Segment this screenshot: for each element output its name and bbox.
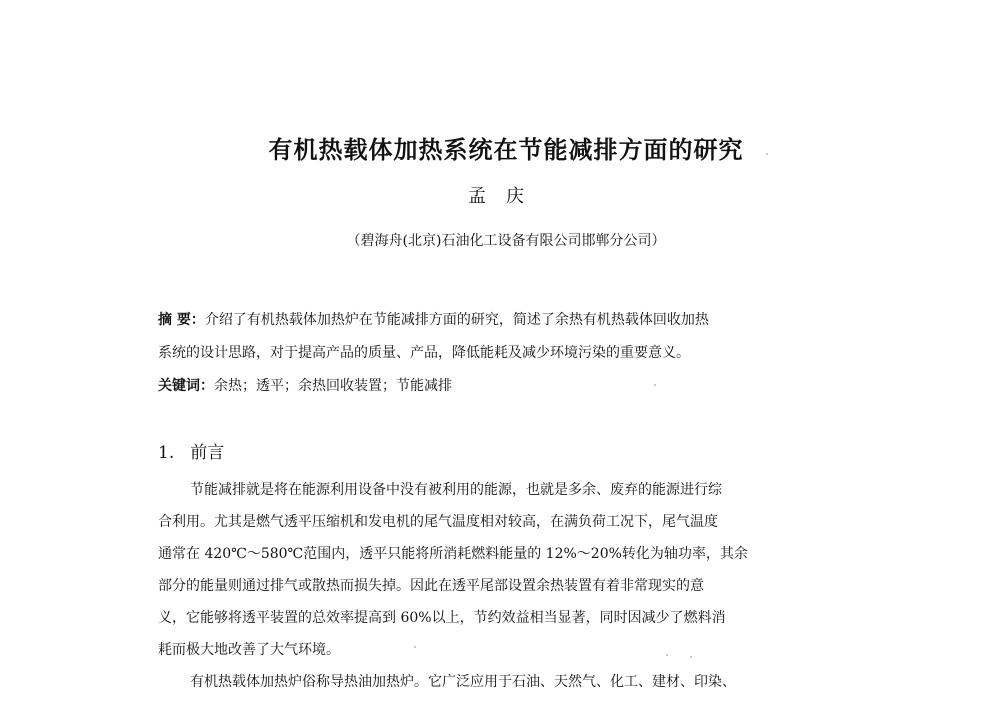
scan-speck [654, 384, 656, 386]
abstract [158, 304, 858, 370]
abstract-text: 系统的设计思路，对于提高产品的质量、产品，降低能耗及减少环境污染的重要意义。 [158, 345, 690, 361]
keywords-label: 关键词： [158, 378, 214, 394]
section-body [158, 474, 858, 698]
scan-speck [414, 646, 416, 648]
scan-speck [666, 654, 668, 656]
paragraph-line: 通常在 420℃～580℃范围内，透平只能将所消耗燃料能量的 12%～20%转化为轴功率，其余 [158, 546, 748, 562]
section-number: 1. [158, 443, 175, 463]
paragraph-line: 义，它能够将透平装置的总效率提高到 60%以上，节约效益相当显著，同时因减少了燃料消 [158, 610, 726, 626]
scan-speck [690, 656, 692, 658]
abstract-label: 摘 要： [158, 312, 205, 328]
section-heading [158, 438, 224, 463]
keywords-text: 余热；透平；余热回收装置；节能减排 [214, 378, 452, 394]
section-title: 前言 [190, 443, 225, 463]
paragraph-line: 节能减排就是将在能源利用设备中没有被利用的能源，也就是多余、废弃的能源进行综 [190, 482, 722, 498]
abstract-line [158, 304, 858, 337]
author-name: 孟庆 [468, 186, 544, 207]
paper-title: 有机热载体加热系统在节能减排方面的研究 [268, 135, 744, 164]
author-affiliation: （碧海舟(北京)石油化工设备有限公司邯郸分公司） [346, 233, 666, 249]
keywords [158, 370, 858, 402]
paragraph-line: 部分的能量则通过排气或散热而损失掉。因此在透平尾部设置余热装置有着非常现实的意 [158, 578, 704, 594]
paragraph-line: 有机热载体加热炉俗称导热油加热炉。它广泛应用于石油、天然气、化工、建材、印染、 [190, 674, 736, 690]
scan-speck [766, 153, 768, 155]
abstract-line [158, 337, 858, 370]
abstract-text: 介绍了有机热载体加热炉在节能减排方面的研究，简述了余热有机热载体回收加热 [204, 312, 709, 328]
paragraph-line: 合利用。尤其是燃气透平压缩机和发电机的尾气温度相对较高，在满负荷工况下，尾气温度 [158, 514, 718, 530]
keywords-line [158, 370, 858, 402]
paragraph-line: 耗而极大地改善了大气环境。 [158, 642, 340, 658]
